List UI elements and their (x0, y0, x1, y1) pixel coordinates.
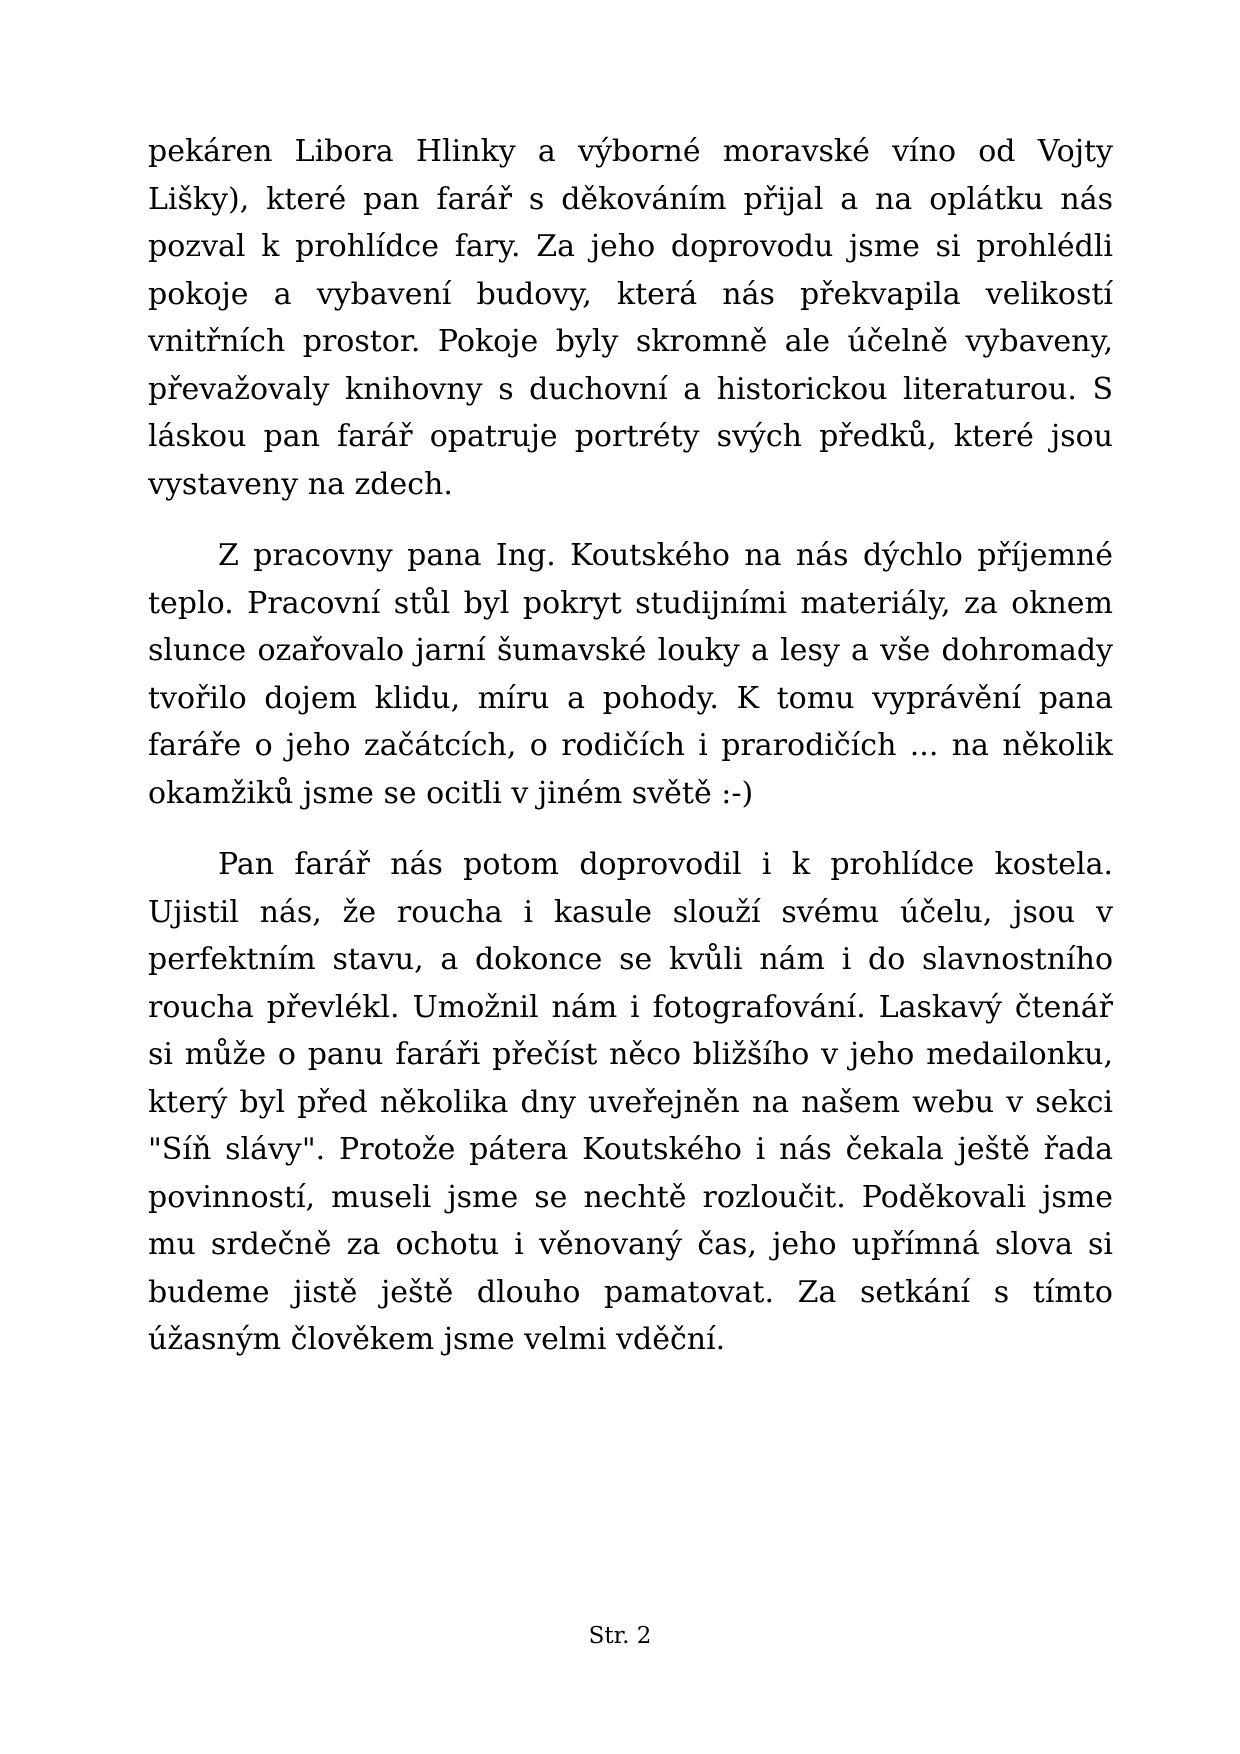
paragraph-2: Z pracovny pana Ing. Koutského na nás dýchlo příjemné teplo. Pracovní stůl byl pokryt studijními materiály, za oknem slunce ozařovalo jarní šumavské louky a lesy a vše dohromady tvořilo dojem klidu, míru a pohody. K tomu vyprávění pana faráře o jeho začátcích, o rodičích i prarodičích ... na několik okamžiků jsme se ocitli v jiném světě :-) (148, 538, 1113, 811)
paragraph-3: Pan farář nás potom doprovodil i k prohlídce kostela. Ujistil nás, že roucha i kasule slouží svému účelu, jsou v perfektním stavu, a dokonce se kvůli nám i do slavnostního roucha převlékl. Umožnil nám i fotografování. Laskavý čtenář si může o panu faráři přečíst něco bližšího v jeho medailonku, který byl před několika dny uveřejněn na našem webu v sekci "Síň slávy". Protože pátera Koutského i nás čekala ještě řada povinností, museli jsme se nechtě rozloučit. Poděkovali jsme mu srdečně za ochotu i věnovaný čas, jeho upřímná slova si budeme jistě ještě dlouho pamatovat. Za setkání s tímto úžasným člověkem jsme velmi vděční. (148, 847, 1113, 1357)
text-body (148, 128, 1113, 1388)
paragraph-1: pekáren Libora Hlinky a výborné moravské víno od Vojty Lišky), které pan farář s děkováním přijal a na oplátku nás pozval k prohlídce fary. Za jeho doprovodu jsme si prohlédli pokoje a vybavení budovy, která nás překvapila velikostí vnitřních prostor. Pokoje byly skromně ale účelně vybaveny, převažovaly knihovny s duchovní a historickou literaturou. S láskou pan farář opatruje portréty svých předků, které jsou vystaveny na zdech. (148, 134, 1113, 502)
page-number: Str. 2 (588, 1623, 652, 1649)
